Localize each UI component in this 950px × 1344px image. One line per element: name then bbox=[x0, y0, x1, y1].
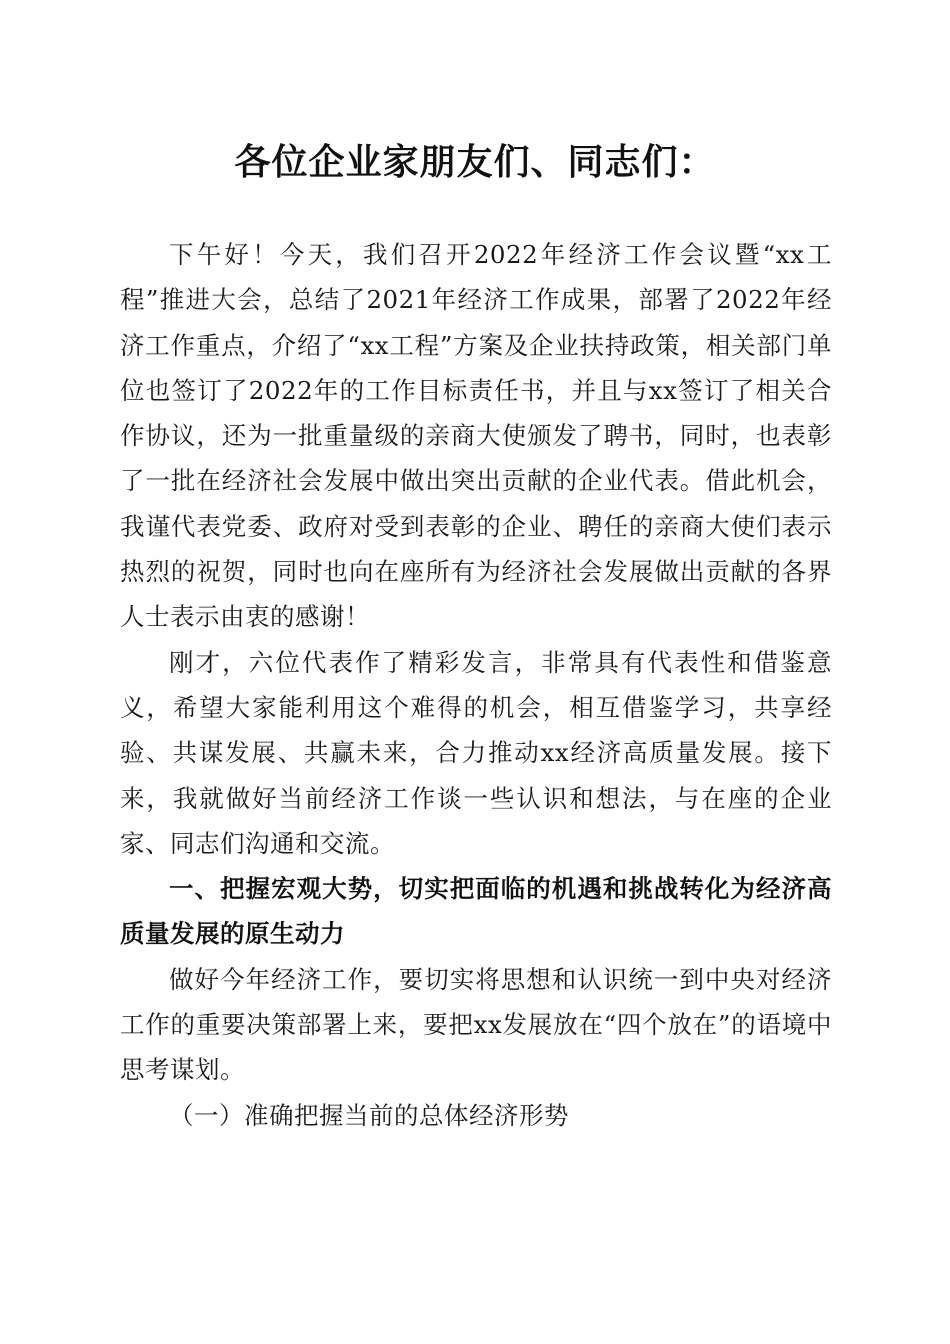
subsection-heading: （一）准确把握当前的总体经济形势 bbox=[169, 1100, 569, 1130]
document-body bbox=[120, 232, 832, 1138]
document-title: 各位企业家朋友们、同志们： bbox=[234, 141, 716, 183]
paragraph-opening: 下午好！今天，我们召开2022年经济工作会议暨“xx工程”推进大会，总结了2021年经济工作成果，部署了2022年经济工作重点，介绍了“xx工程”方案及企业扶持政策，相关部门单位也签订了2022年的工作目标责任书，并且与xx签订了相关合作协议，还为一批重量级的亲商大使颁发了聘书，同时，也表彰了一批在经济社会发展中做出突出贡献的企业代表。借此机会，我谨代表党委、政府对受到表彰的企业、聘任的亲商大使们表示热烈的祝贺，同时也向在座所有为经济社会发展做出贡献的各界人士表示由衷的感谢！ bbox=[120, 240, 832, 632]
section-heading: 一、把握宏观大势，切实把面临的机遇和挑战转化为经济高质量发展的原生动力 bbox=[120, 874, 832, 949]
paragraph-speakers: 刚才，六位代表作了精彩发言，非常具有代表性和借鉴意义，希望大家能利用这个难得的机会，相互借鉴学习，共享经验、共谋发展、共赢未来，合力推动xx经济高质量发展。接下来，我就做好当前经济工作谈一些认识和想法，与在座的企业家、同志们沟通和交流。 bbox=[120, 647, 832, 858]
paragraph-section1: 做好今年经济工作，要切实将思想和认识统一到中央对经济工作的重要决策部署上来，要把xx发展放在“四个放在”的语境中思考谋划。 bbox=[120, 964, 832, 1085]
